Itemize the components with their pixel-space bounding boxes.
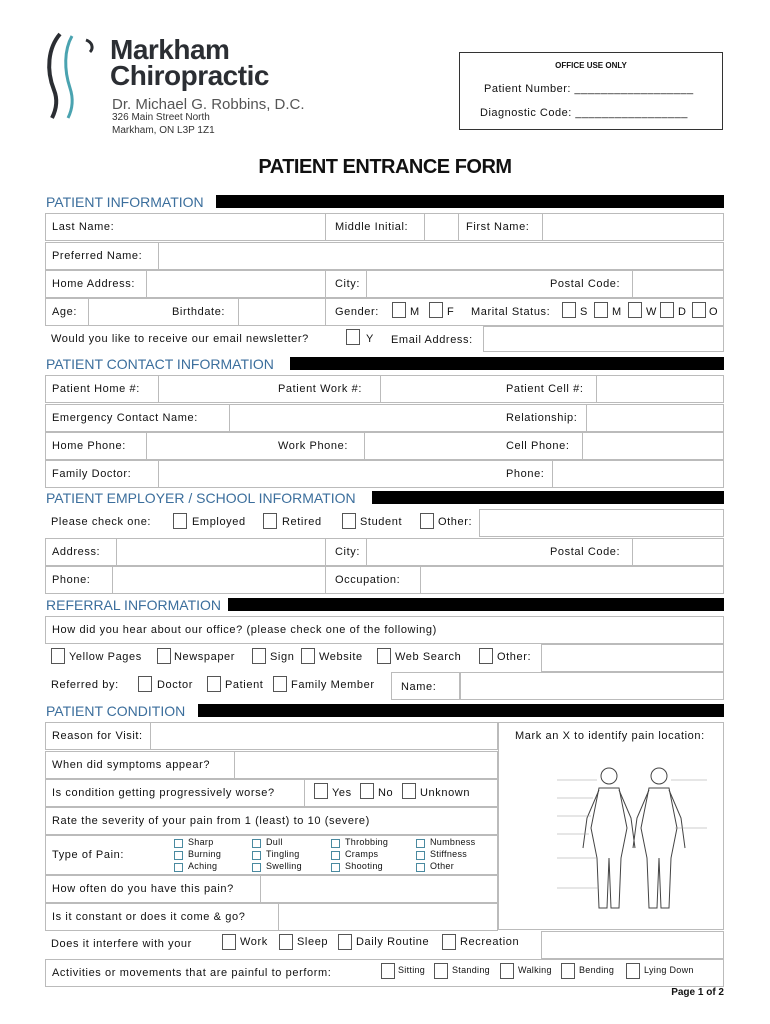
emergency-contact-label: Emergency Contact Name: <box>52 412 198 424</box>
middle-initial-label: Middle Initial: <box>335 221 409 233</box>
marital-o-checkbox[interactable] <box>692 302 706 318</box>
numbness-checkbox[interactable] <box>416 839 425 848</box>
student-checkbox[interactable] <box>342 513 356 529</box>
sitting-checkbox[interactable] <box>381 963 395 979</box>
interfere-label: Does it interfere with your <box>51 938 192 950</box>
postal-code-label: Postal Code: <box>550 278 621 290</box>
website-label: Website <box>319 651 363 663</box>
row-rate <box>45 807 498 835</box>
section-bar <box>216 195 724 208</box>
referral-name-input[interactable] <box>459 672 724 700</box>
constant-label: Is it constant or does it come & go? <box>52 911 246 923</box>
interfere-work-label: Work <box>240 936 268 948</box>
newsletter-label: Would you like to receive our email newsletter? <box>51 333 309 345</box>
tingling-label: Tingling <box>266 849 300 859</box>
website-checkbox[interactable] <box>301 648 315 664</box>
lying-checkbox[interactable] <box>626 963 640 979</box>
section-bar <box>372 491 724 504</box>
cramps-checkbox[interactable] <box>331 851 340 860</box>
burning-checkbox[interactable] <box>174 851 183 860</box>
gender-m-checkbox[interactable] <box>392 302 406 318</box>
rate-label: Rate the severity of your pain from 1 (least) to 10 (severe) <box>52 815 370 827</box>
dull-checkbox[interactable] <box>252 839 261 848</box>
doctor-phone-label: Phone: <box>506 468 545 480</box>
aching-checkbox[interactable] <box>174 863 183 872</box>
row-check-one <box>45 509 724 537</box>
last-name-label: Last Name: <box>52 221 115 233</box>
row-activities <box>45 959 724 987</box>
bending-checkbox[interactable] <box>561 963 575 979</box>
numbness-label: Numbness <box>430 837 476 847</box>
marital-status-label: Marital Status: <box>471 306 551 318</box>
student-label: Student <box>360 516 403 528</box>
patient-home-label: Patient Home #: <box>52 383 140 395</box>
interfere-recreation-label: Recreation <box>460 936 520 948</box>
throbbing-checkbox[interactable] <box>331 839 340 848</box>
shooting-checkbox[interactable] <box>331 863 340 872</box>
family-doctor-label: Family Doctor: <box>52 468 132 480</box>
row-patient-phones <box>45 375 724 403</box>
when-appear-label: When did symptoms appear? <box>52 759 211 771</box>
newsletter-y-label: Y <box>366 333 374 345</box>
marital-d-label: D <box>678 306 687 318</box>
row-referral-question <box>45 616 724 644</box>
sharp-checkbox[interactable] <box>174 839 183 848</box>
marital-o-label: O <box>709 306 719 318</box>
section-referral-info <box>44 595 724 615</box>
row-referral-options <box>45 644 724 672</box>
email-input[interactable] <box>483 326 724 352</box>
interfere-sleep-label: Sleep <box>297 936 329 948</box>
marital-s-label: S <box>580 306 588 318</box>
relationship-label: Relationship: <box>506 412 578 424</box>
referred-by-label: Referred by: <box>51 679 119 691</box>
section-condition <box>44 701 724 721</box>
dull-label: Dull <box>266 837 283 847</box>
newspaper-label: Newspaper <box>174 651 236 663</box>
interfere-sleep-checkbox[interactable] <box>279 934 293 950</box>
row-reason <box>45 722 498 750</box>
swelling-label: Swelling <box>266 861 302 871</box>
employer-postal-label: Postal Code: <box>550 546 621 558</box>
employer-city-label: City: <box>335 546 360 558</box>
section-bar <box>290 357 724 370</box>
retired-label: Retired <box>282 516 322 528</box>
section-contact-info <box>44 354 724 374</box>
referral-question-label: How did you hear about our office? (please check one of the following) <box>52 624 437 636</box>
doctor-label: Doctor <box>157 679 193 691</box>
row-interfere <box>45 931 724 959</box>
first-name-label: First Name: <box>466 221 530 233</box>
family-member-checkbox[interactable] <box>273 676 287 692</box>
patient-checkbox[interactable] <box>207 676 221 692</box>
other-type-label: Other <box>430 861 455 871</box>
employed-checkbox[interactable] <box>173 513 187 529</box>
city-label: City: <box>335 278 360 290</box>
form-title: PATIENT ENTRANCE FORM <box>258 156 512 178</box>
stiffness-checkbox[interactable] <box>416 851 425 860</box>
address-line2: Markham, ON L3P 1Z1 <box>112 125 215 136</box>
yellow-pages-label: Yellow Pages <box>69 651 142 663</box>
referral-other-input[interactable] <box>541 644 724 672</box>
occupation-label: Occupation: <box>335 574 401 586</box>
worse-yes-checkbox[interactable] <box>314 783 328 799</box>
cramps-label: Cramps <box>345 849 379 859</box>
activities-label: Activities or movements that are painful to perform: <box>52 967 332 979</box>
row-type-of-pain <box>45 835 498 875</box>
worse-unknown-label: Unknown <box>420 787 471 799</box>
gender-label: Gender: <box>335 306 379 318</box>
office-use-box <box>459 52 723 130</box>
mark-x-label: Mark an X to identify pain location: <box>515 730 705 742</box>
bending-label: Bending <box>579 965 615 975</box>
employer-other-input[interactable] <box>479 509 724 537</box>
sign-label: Sign <box>270 651 295 663</box>
yellow-pages-checkbox[interactable] <box>51 648 65 664</box>
interfere-work-checkbox[interactable] <box>222 934 236 950</box>
sitting-label: Sitting <box>398 965 426 975</box>
row-name <box>45 213 724 241</box>
section-title: REFERRAL INFORMATION <box>46 595 227 615</box>
walking-label: Walking <box>518 965 552 975</box>
retired-checkbox[interactable] <box>263 513 277 529</box>
row-when-appear <box>45 751 498 779</box>
check-one-label: Please check one: <box>51 516 152 528</box>
brand-name-line1: Markham <box>110 34 230 65</box>
address-line1: 326 Main Street North <box>112 112 210 123</box>
marital-w-checkbox[interactable] <box>628 302 642 318</box>
interfere-other-input[interactable] <box>541 931 724 959</box>
home-phone-label: Home Phone: <box>52 440 126 452</box>
page-number: Page 1 of 2 <box>671 987 724 998</box>
row-age-gender <box>45 298 724 326</box>
marital-w-label: W <box>646 306 657 318</box>
standing-checkbox[interactable] <box>434 963 448 979</box>
clinic-logo-icon <box>42 30 102 120</box>
standing-label: Standing <box>452 965 490 975</box>
web-search-label: Web Search <box>395 651 462 663</box>
row-family-doctor <box>45 460 724 488</box>
sharp-label: Sharp <box>188 837 214 847</box>
reason-label: Reason for Visit: <box>52 730 143 742</box>
gender-f-checkbox[interactable] <box>429 302 443 318</box>
gender-m-label: M <box>410 306 420 318</box>
patient-label: Patient <box>225 679 264 691</box>
newspaper-checkbox[interactable] <box>157 648 171 664</box>
throbbing-label: Throbbing <box>345 837 389 847</box>
marital-s-checkbox[interactable] <box>562 302 576 318</box>
age-label: Age: <box>52 306 78 318</box>
email-label: Email Address: <box>391 334 473 346</box>
diagnostic-code-field[interactable]: Diagnostic Code: _________________ <box>480 107 688 119</box>
doctor-name: Dr. Michael G. Robbins, D.C. <box>112 96 305 113</box>
section-bar <box>198 704 724 717</box>
burning-label: Burning <box>188 849 222 859</box>
row-employer-address <box>45 538 724 566</box>
row-constant <box>45 903 498 931</box>
office-use-heading: OFFICE USE ONLY <box>555 61 627 70</box>
section-bar <box>228 598 724 611</box>
how-often-label: How often do you have this pain? <box>52 883 234 895</box>
web-search-checkbox[interactable] <box>377 648 391 664</box>
row-referred-by <box>45 672 724 700</box>
worse-no-label: No <box>378 787 394 799</box>
brand-name-line2: Chiropractic <box>110 60 269 91</box>
section-title: PATIENT INFORMATION <box>46 192 210 212</box>
work-phone-label: Work Phone: <box>278 440 348 452</box>
birthdate-label: Birthdate: <box>172 306 226 318</box>
referral-name-box <box>391 672 461 700</box>
marital-m-checkbox[interactable] <box>594 302 608 318</box>
stiffness-label: Stiffness <box>430 849 468 859</box>
row-home-address <box>45 270 724 298</box>
row-employer-phone <box>45 566 724 594</box>
referral-other-label: Other: <box>497 651 532 663</box>
shooting-label: Shooting <box>345 861 383 871</box>
row-how-often <box>45 875 498 903</box>
doctor-checkbox[interactable] <box>138 676 152 692</box>
cell-phone-label: Cell Phone: <box>506 440 570 452</box>
patient-work-label: Patient Work #: <box>278 383 362 395</box>
referral-other-checkbox[interactable] <box>479 648 493 664</box>
interfere-daily-label: Daily Routine <box>356 936 430 948</box>
preferred-name-label: Preferred Name: <box>52 250 143 262</box>
patient-number-field[interactable]: Patient Number: __________________ <box>484 83 694 95</box>
row-worse <box>45 779 498 807</box>
aching-label: Aching <box>188 861 218 871</box>
section-title: PATIENT CONTACT INFORMATION <box>46 354 280 374</box>
employer-address-label: Address: <box>52 546 101 558</box>
employed-label: Employed <box>192 516 246 528</box>
section-title: PATIENT CONDITION <box>46 701 191 721</box>
employer-phone-label: Phone: <box>52 574 91 586</box>
interfere-recreation-checkbox[interactable] <box>442 934 456 950</box>
worse-label: Is condition getting progressively worse? <box>52 787 275 799</box>
row-emergency <box>45 404 724 432</box>
tingling-checkbox[interactable] <box>252 851 261 860</box>
newsletter-y-checkbox[interactable] <box>346 329 360 345</box>
lying-label: Lying Down <box>644 965 694 975</box>
swelling-checkbox[interactable] <box>252 863 261 872</box>
worse-no-checkbox[interactable] <box>360 783 374 799</box>
referral-name-label: Name: <box>401 681 437 693</box>
walking-checkbox[interactable] <box>500 963 514 979</box>
employer-other-checkbox[interactable] <box>420 513 434 529</box>
marital-d-checkbox[interactable] <box>660 302 674 318</box>
section-patient-info <box>44 192 724 212</box>
patient-cell-label: Patient Cell #: <box>506 383 584 395</box>
section-title: PATIENT EMPLOYER / SCHOOL INFORMATION <box>46 488 362 508</box>
interfere-daily-checkbox[interactable] <box>338 934 352 950</box>
body-diagram-icon[interactable] <box>547 758 717 923</box>
section-employer-info <box>44 488 724 508</box>
employer-other-label: Other: <box>438 516 473 528</box>
gender-f-label: F <box>447 306 455 318</box>
other-type-checkbox[interactable] <box>416 863 425 872</box>
marital-m-label: M <box>612 306 622 318</box>
worse-unknown-checkbox[interactable] <box>402 783 416 799</box>
type-label: Type of Pain: <box>52 849 125 861</box>
worse-yes-label: Yes <box>332 787 352 799</box>
sign-checkbox[interactable] <box>252 648 266 664</box>
row-newsletter <box>45 326 724 352</box>
family-member-label: Family Member <box>291 679 375 691</box>
row-preferred-name <box>45 242 724 270</box>
home-address-label: Home Address: <box>52 278 136 290</box>
row-contact-phones <box>45 432 724 460</box>
